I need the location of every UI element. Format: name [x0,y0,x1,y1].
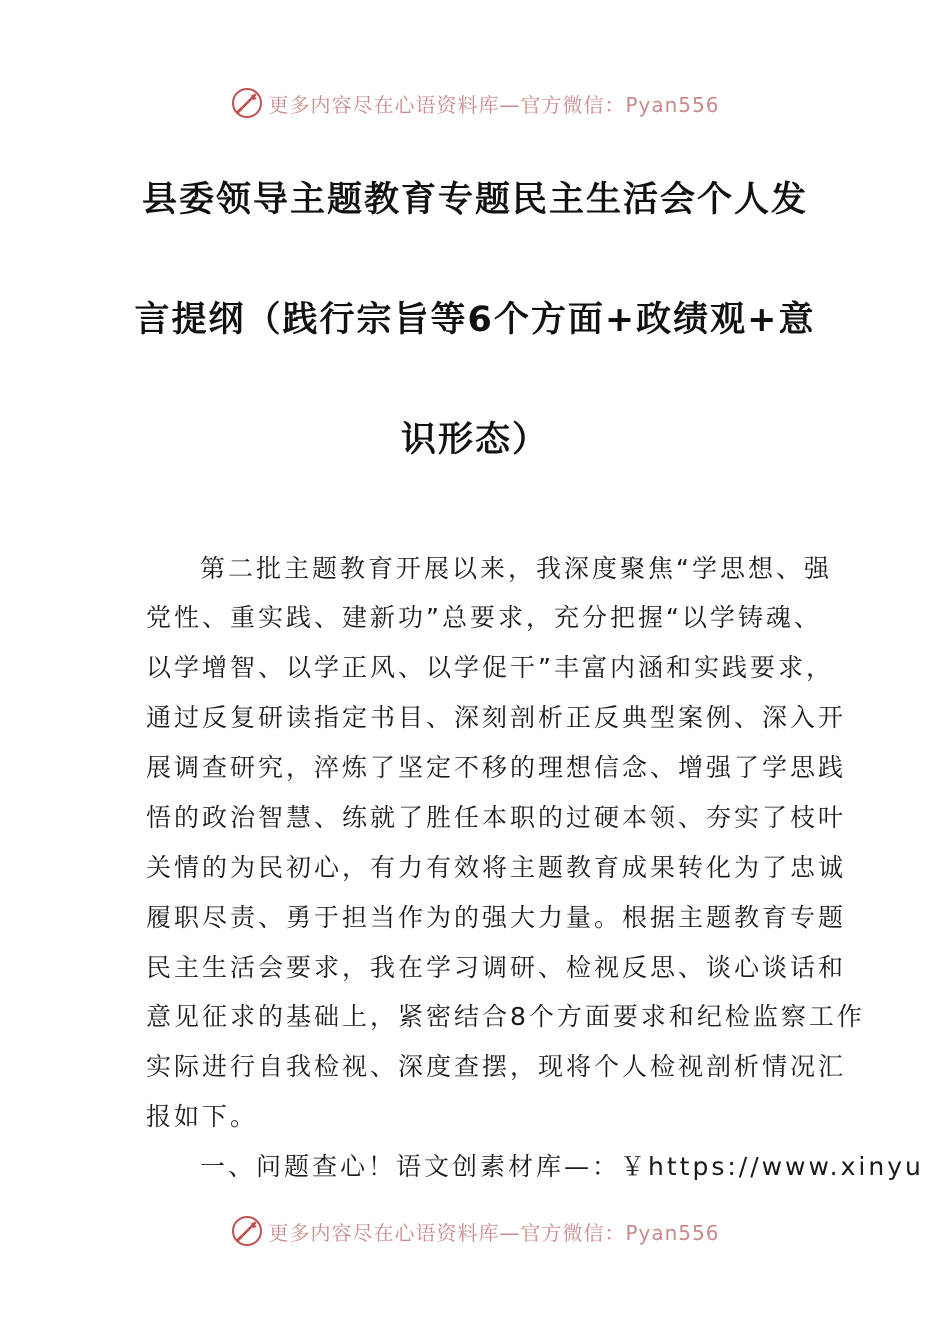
watermark-footer [0,1211,950,1251]
section-heading: 一、问题查心！语文创素材库—：￥https://www.xinyu [200,1152,924,1181]
body-line: 通过反复研读指定书目、深刻剖析正反典型案例、深入开 [146,703,847,732]
body-line: 民主生活会要求，我在学习调研、检视反思、谈心谈话和 [146,953,847,982]
document-title-line-1: 县委领导主题教育专题民主生活会个人发 [141,180,808,220]
body-line: 以学增智、以学正风、以学促干”丰富内涵和实践要求， [146,653,834,682]
watermark-header [0,83,950,123]
pen-logo-icon [230,86,264,120]
watermark-text: 更多内容尽在心语资料库—官方微信：Pyan556 [268,1220,720,1245]
body-line: 党性、重实践、建新功”总要求，充分把握“以学铸魂、 [146,603,822,632]
watermark-text: 更多内容尽在心语资料库—官方微信：Pyan556 [268,92,720,117]
body-line: 报如下。 [146,1102,259,1131]
body-line: 第二批主题教育开展以来，我深度聚焦“学思想、强 [200,554,832,583]
document-title-line-2: 言提纲（践行宗旨等6个方面+政绩观+意 [134,300,816,340]
document-title-line-3: 识形态） [400,420,549,460]
body-line: 悟的政治智慧、练就了胜任本职的过硬本领、夯实了枝叶 [146,803,847,832]
body-line: 履职尽责、勇于担当作为的强大力量。根据主题教育专题 [146,903,847,932]
body-line: 关情的为民初心，有力有效将主题教育成果转化为了忠诚 [146,853,847,882]
body-line: 实际进行自我检视、深度查摆，现将个人检视剖析情况汇 [146,1052,847,1081]
body-line: 意见征求的基础上，紧密结合8个方面要求和纪检监察工作 [146,1002,865,1031]
body-line: 展调查研究，淬炼了坚定不移的理想信念、增强了学思践 [146,753,847,782]
pen-logo-icon [230,1214,264,1248]
